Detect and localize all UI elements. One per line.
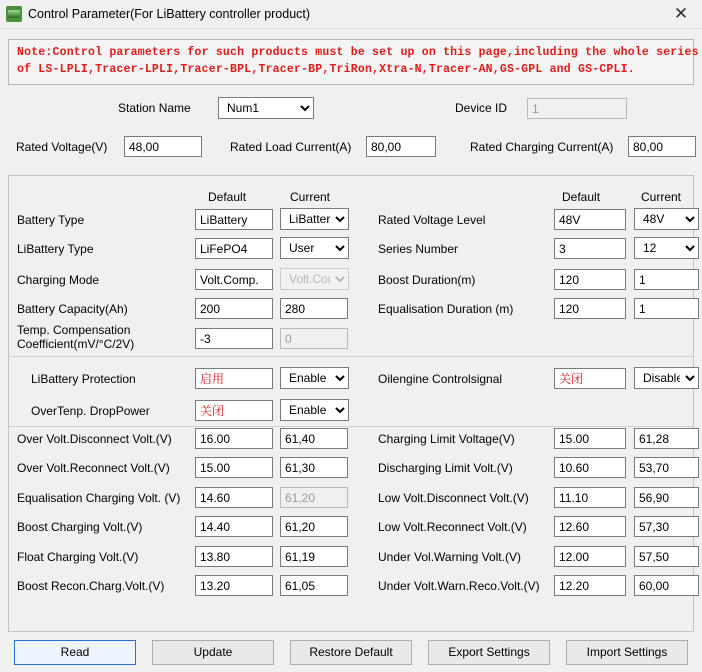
title-bar	[0, 0, 702, 29]
under-volt-warn-reco-label: Under Volt.Warn.Reco.Volt.(V)	[378, 579, 540, 593]
rated-charging-current-input[interactable]	[628, 136, 696, 157]
overtemp-droppower-current-select[interactable]	[280, 399, 349, 421]
battery-capacity-current-input[interactable]	[280, 298, 348, 319]
leaf-icon	[6, 6, 22, 22]
discharging-limit-volt-current-input[interactable]	[634, 457, 699, 478]
rated-voltage-label: Rated Voltage(V)	[16, 140, 108, 154]
charging-limit-voltage-label: Charging Limit Voltage(V)	[378, 432, 515, 446]
oilengine-controlsignal-default-input[interactable]	[554, 368, 626, 389]
boost-charging-volt-current-input[interactable]	[280, 516, 348, 537]
rated-load-current-label: Rated Load Current(A)	[230, 140, 352, 154]
station-name-label: Station Name	[118, 101, 191, 115]
close-icon[interactable]: ✕	[673, 4, 689, 23]
action-button-bar	[0, 632, 702, 672]
boost-charging-volt-default-input[interactable]	[195, 516, 273, 537]
over-volt-reconnect-current-input[interactable]	[280, 457, 348, 478]
oilengine-controlsignal-current-select[interactable]	[634, 367, 699, 389]
over-volt-reconnect-label: Over Volt.Reconnect Volt.(V)	[17, 461, 170, 475]
boost-recon-charg-volt-label: Boost Recon.Charg.Volt.(V)	[17, 579, 165, 593]
read-button[interactable]: Read	[14, 640, 136, 665]
header-current-left: Current	[290, 190, 331, 204]
battery-type-label: Battery Type	[17, 213, 85, 227]
header-default-right: Default	[562, 190, 601, 204]
libattery-protection-current-select[interactable]	[280, 367, 349, 389]
float-charging-volt-current-input[interactable]	[280, 546, 348, 567]
station-name-select[interactable]	[218, 97, 314, 119]
low-volt-disconnect-current-input[interactable]	[634, 487, 699, 508]
libattery-protection-default-input[interactable]	[195, 368, 273, 389]
charging-mode-current-select[interactable]	[280, 268, 349, 290]
libattery-type-current-select[interactable]	[280, 237, 349, 259]
divider-protection-bottom	[9, 426, 693, 427]
restore-default-button[interactable]: Restore Default	[290, 640, 412, 665]
battery-capacity-default-input[interactable]	[195, 298, 273, 319]
parameters-panel	[8, 175, 694, 632]
over-volt-reconnect-default-input[interactable]	[195, 457, 273, 478]
low-volt-disconnect-label: Low Volt.Disconnect Volt.(V)	[378, 491, 529, 505]
over-volt-disconnect-label: Over Volt.Disconnect Volt.(V)	[17, 432, 172, 446]
note-line-1: Note:Control parameters for such products must be set up on this page,including the whole series	[17, 46, 699, 59]
import-settings-button[interactable]: Import Settings	[566, 640, 688, 665]
boost-duration-default-input[interactable]	[554, 269, 626, 290]
overtemp-droppower-label: OverTenp. DropPower	[31, 404, 150, 418]
under-volt-warn-reco-default-input[interactable]	[554, 575, 626, 596]
page-title: Control Parameter(For LiBattery controller product)	[28, 7, 311, 21]
charging-limit-voltage-default-input[interactable]	[554, 428, 626, 449]
header-current-right: Current	[641, 190, 682, 204]
charging-mode-default-input[interactable]	[195, 269, 273, 290]
discharging-limit-volt-default-input[interactable]	[554, 457, 626, 478]
note-banner	[8, 39, 699, 85]
over-volt-disconnect-current-input[interactable]	[280, 428, 348, 449]
under-vol-warning-label: Under Vol.Warning Volt.(V)	[378, 550, 521, 564]
under-vol-warning-current-input[interactable]	[634, 546, 699, 567]
series-number-label: Series Number	[378, 242, 459, 256]
rated-charging-current-label: Rated Charging Current(A)	[470, 140, 614, 154]
libattery-type-label: LiBattery Type	[17, 242, 94, 256]
device-id-input[interactable]	[527, 98, 627, 119]
equalisation-charging-volt-current-input[interactable]	[280, 487, 348, 508]
equalisation-duration-label: Equalisation Duration (m)	[378, 302, 514, 316]
rated-load-current-input[interactable]	[366, 136, 436, 157]
update-button[interactable]: Update	[152, 640, 274, 665]
battery-capacity-label: Battery Capacity(Ah)	[17, 302, 128, 316]
low-volt-disconnect-default-input[interactable]	[554, 487, 626, 508]
export-settings-button[interactable]: Export Settings	[428, 640, 550, 665]
divider-protection-top	[9, 356, 693, 357]
charging-limit-voltage-current-input[interactable]	[634, 428, 699, 449]
series-number-default-input[interactable]	[554, 238, 626, 259]
over-volt-disconnect-default-input[interactable]	[195, 428, 273, 449]
temp-compensation-current-input[interactable]	[280, 328, 348, 349]
low-volt-reconnect-current-input[interactable]	[634, 516, 699, 537]
float-charging-volt-default-input[interactable]	[195, 546, 273, 567]
temp-compensation-default-input[interactable]	[195, 328, 273, 349]
discharging-limit-volt-label: Discharging Limit Volt.(V)	[378, 461, 513, 475]
boost-duration-current-input[interactable]	[634, 269, 699, 290]
device-id-label: Device ID	[455, 101, 508, 115]
boost-recon-charg-volt-current-input[interactable]	[280, 575, 348, 596]
equalisation-duration-current-input[interactable]	[634, 298, 699, 319]
low-volt-reconnect-label: Low Volt.Reconnect Volt.(V)	[378, 520, 527, 534]
boost-recon-charg-volt-default-input[interactable]	[195, 575, 273, 596]
battery-type-current-select[interactable]	[280, 208, 349, 230]
equalisation-duration-default-input[interactable]	[554, 298, 626, 319]
note-line-2: of LS-LPLI,Tracer-LPLI,Tracer-BPL,Tracer-BP,TriRon,Xtra-N,Tracer-AN,GS-GPL and GS-CPLI.	[17, 63, 635, 76]
oilengine-controlsignal-label: Oilengine Controlsignal	[378, 372, 503, 386]
libattery-protection-label: LiBattery Protection	[31, 372, 136, 386]
battery-type-default-input[interactable]	[195, 209, 273, 230]
rated-voltage-input[interactable]	[124, 136, 202, 157]
low-volt-reconnect-default-input[interactable]	[554, 516, 626, 537]
charging-mode-label: Charging Mode	[17, 273, 100, 287]
libattery-type-default-input[interactable]	[195, 238, 273, 259]
overtemp-droppower-default-input[interactable]	[195, 400, 273, 421]
boost-charging-volt-label: Boost Charging Volt.(V)	[17, 520, 143, 534]
rated-voltage-level-label: Rated Voltage Level	[378, 213, 486, 227]
series-number-current-select[interactable]	[634, 237, 699, 259]
under-vol-warning-default-input[interactable]	[554, 546, 626, 567]
float-charging-volt-label: Float Charging Volt.(V)	[17, 550, 139, 564]
top-area	[8, 89, 694, 169]
temp-compensation-label: Temp. Compensation Coefficient(mV/°C/2V)	[17, 323, 135, 351]
under-volt-warn-reco-current-input[interactable]	[634, 575, 699, 596]
rated-voltage-level-default-input[interactable]	[554, 209, 626, 230]
rated-voltage-level-current-select[interactable]	[634, 208, 699, 230]
boost-duration-label: Boost Duration(m)	[378, 273, 476, 287]
header-default-left: Default	[208, 190, 247, 204]
equalisation-charging-volt-label: Equalisation Charging Volt. (V)	[17, 491, 181, 505]
equalisation-charging-volt-default-input[interactable]	[195, 487, 273, 508]
